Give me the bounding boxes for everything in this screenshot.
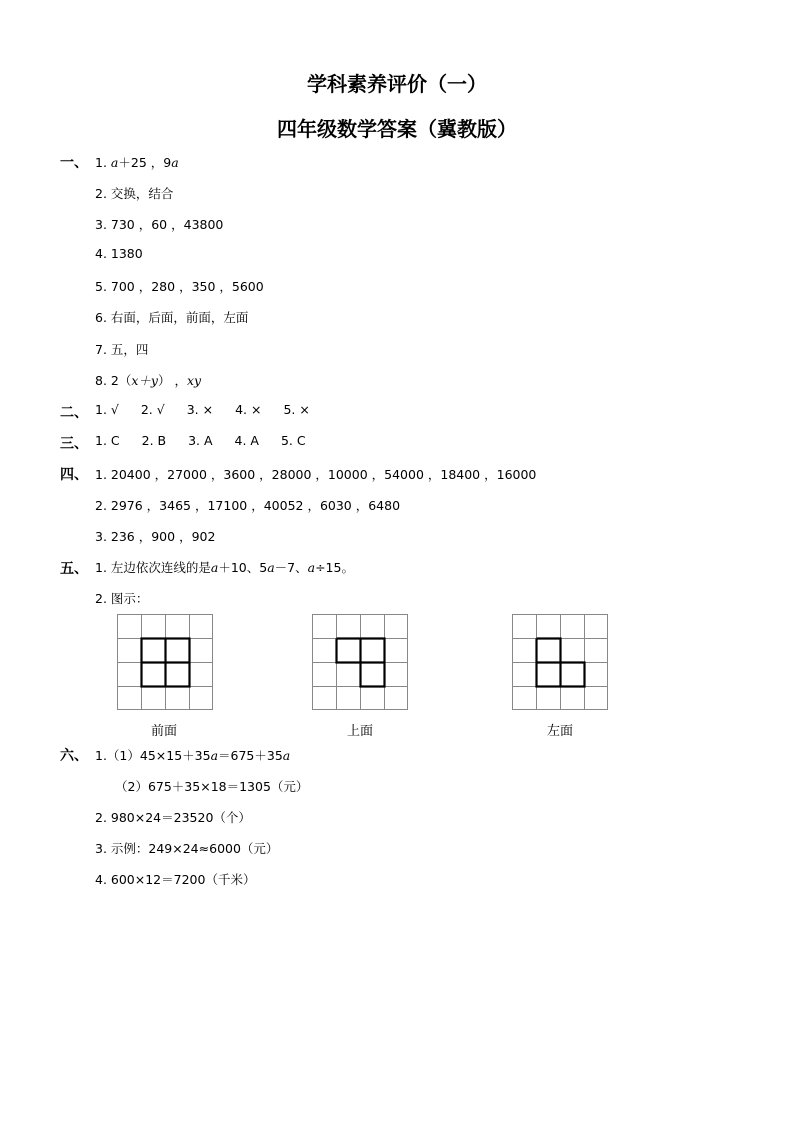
answer-3-5: 5. C (280, 433, 306, 448)
caption-left: 左面 (546, 724, 573, 739)
answer-1-6: 6. 右面，后面，前面，左面 (95, 310, 249, 325)
var-xy: xy (186, 373, 202, 388)
page-title: 学科素养评价（一） (307, 72, 487, 96)
section-3-label: 三、 (60, 436, 88, 452)
answer-6-1-1-prefix: 1.（1）45×15＋35 (95, 748, 211, 763)
var-a: a (267, 560, 275, 575)
answer-1-8-prefix: 8. 2（ (95, 373, 132, 388)
grid-top-view (312, 614, 409, 711)
answer-6-4: 4. 600×12＝7200（千米） (95, 872, 256, 887)
answer-4-2: 2. 2976 ，3465 ，17100 ，40052 ，6030 ，6480 (95, 498, 401, 513)
answer-6-1-1 (95, 746, 290, 764)
answer-5-2: 2. 图示： (95, 591, 149, 606)
var-a: a (210, 748, 219, 763)
section-2-label: 二、 (60, 405, 88, 421)
answer-2-1: 1. √ (95, 402, 119, 417)
answer-6-3: 3. 示例：249×24≈6000（元） (95, 841, 279, 856)
answer-1-4: 4. 1380 (95, 246, 143, 261)
answer-1-7: 7. 五，四 (95, 342, 149, 357)
answer-2-5: 5. × (283, 402, 310, 417)
answer-3-row (95, 433, 324, 448)
answer-1-8-mid: ） ， (157, 373, 187, 388)
var-a: a (210, 560, 219, 575)
caption-top: 上面 (346, 724, 373, 739)
answer-2-2: 2. √ (140, 402, 165, 417)
answer-3-3: 3. A (188, 433, 213, 448)
answer-4-1: 1. 20400 ，27000 ，3600 ，28000 ，10000 ，54000 ，18400 ，16000 (95, 467, 537, 482)
answer-1-1 (95, 153, 179, 171)
answer-5-1 (95, 558, 354, 576)
page-subtitle: 四年级数学答案（冀教版） (277, 117, 517, 141)
var-x-plus-y: x＋y (131, 373, 158, 388)
answer-5-1-t1: ＋10、5 (218, 560, 268, 575)
answer-5-1-t3: ÷15。 (315, 560, 354, 575)
caption-front: 前面 (150, 724, 177, 739)
answer-6-1-1-mid: ＝675＋35 (218, 748, 283, 763)
answer-3-2: 2. B (141, 433, 167, 448)
section-1-label: 一、 (60, 155, 88, 171)
answer-6-2: 2. 980×24＝23520（个） (95, 810, 251, 825)
answer-1-1-text: ＋25 ，9 (118, 155, 172, 170)
answer-5-1-prefix: 1. 左边依次连线的是 (95, 560, 211, 575)
answer-1-8 (95, 371, 201, 389)
answer-3-1: 1. C (95, 433, 120, 448)
answer-1-3: 3. 730 ，60 ，43800 (95, 217, 224, 232)
answer-3-4: 4. A (234, 433, 259, 448)
answer-2-4: 4. × (235, 402, 262, 417)
grid-left-view (512, 614, 609, 711)
var-a: a (110, 155, 119, 170)
answer-1-2: 2. 交换，结合 (95, 186, 174, 201)
section-4-label: 四、 (60, 467, 88, 483)
section-6-label: 六、 (60, 748, 88, 764)
answer-6-1-2: （2）675＋35×18＝1305（元） (115, 779, 309, 794)
var-a: a (282, 748, 291, 763)
var-a: a (171, 155, 179, 170)
answer-4-3: 3. 236 ，900 ，902 (95, 529, 216, 544)
answer-2-3: 3. × (186, 402, 214, 417)
section-5-label: 五、 (60, 561, 88, 577)
grid-front-view (117, 614, 214, 711)
answer-1-1-num: 1. (95, 155, 107, 170)
answer-5-1-t2: －7、 (274, 560, 308, 575)
answer-1-5: 5. 700 ，280 ，350 ，5600 (95, 279, 264, 294)
var-a: a (307, 560, 316, 575)
answer-2-row (95, 402, 328, 417)
